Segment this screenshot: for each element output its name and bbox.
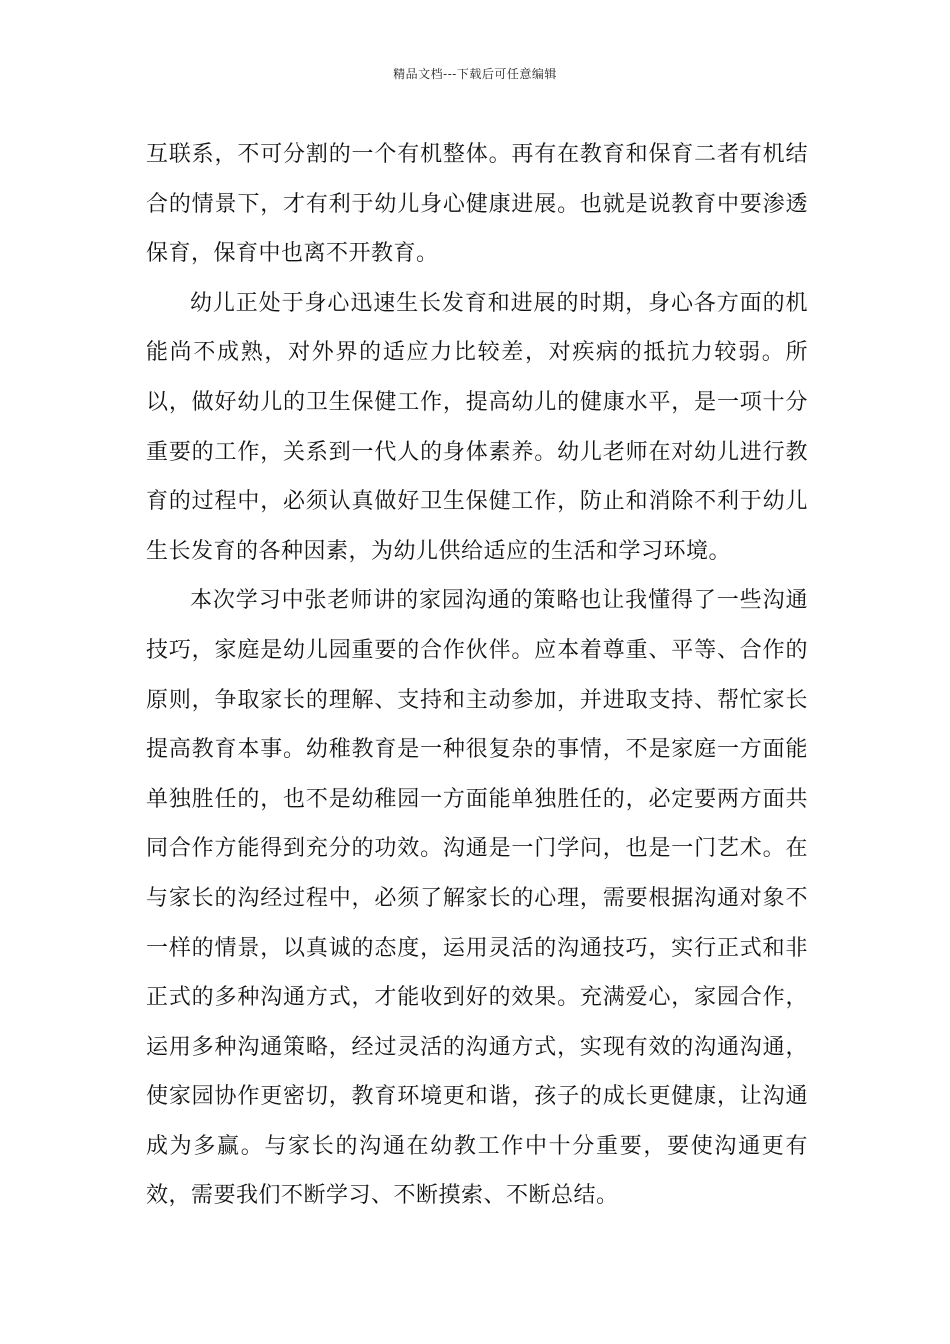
page-header: 精品文档---下载后可任意编辑 bbox=[393, 67, 557, 81]
paragraph-health-care: 幼儿正处于身心迅速生长发育和进展的时期，身心各方面的机能尚不成熟，对外界的适应力比较差，对疾病的抵抗力较弱。所以，做好幼儿的卫生保健工作，提高幼儿的健康水平，是一项十分重要的工作，关系到一代人的身体素养。幼儿老师在对幼儿进行教育的过程中，必须认真做好卫生保健工作，防止和消除不利于幼儿生长发育的各种因素，为幼儿供给适应的生活和学习环境。 bbox=[146, 290, 808, 564]
document-body bbox=[146, 130, 808, 1221]
paragraph-continued: 互联系，不可分割的一个有机整体。再有在教育和保育二者有机结合的情景下，才有利于幼儿身心健康进展。也就是说教育中要渗透保育，保育中也离不开教育。 bbox=[146, 142, 808, 267]
paragraph-home-communication: 本次学习中张老师讲的家园沟通的策略也让我懂得了一些沟通技巧，家庭是幼儿园重要的合作伙伴。应本着尊重、平等、合作的原则，争取家长的理解、支持和主动参加，并进取支持、帮忙家长提高教育本事。幼稚教育是一种很复杂的事情，不是家庭一方面能单独胜任的，也不是幼稚园一方面能单独胜任的，必定要两方面共同合作方能得到充分的功效。沟通是一门学问，也是一门艺术。在与家长的沟经过程中，必须了解家长的心理，需要根据沟通对象不一样的情景，以真诚的态度，运用灵活的沟通技巧，实行正式和非正式的多种沟通方式，才能收到好的效果。充满爱心，家园合作，运用多种沟通策略，经过灵活的沟通方式，实现有效的沟通沟通，使家园协作更密切，教育环境更和谐，孩子的成长更健康，让沟通成为多赢。与家长的沟通在幼教工作中十分重要，要使沟通更有效，需要我们不断学习、不断摸索、不断总结。 bbox=[146, 588, 808, 1209]
